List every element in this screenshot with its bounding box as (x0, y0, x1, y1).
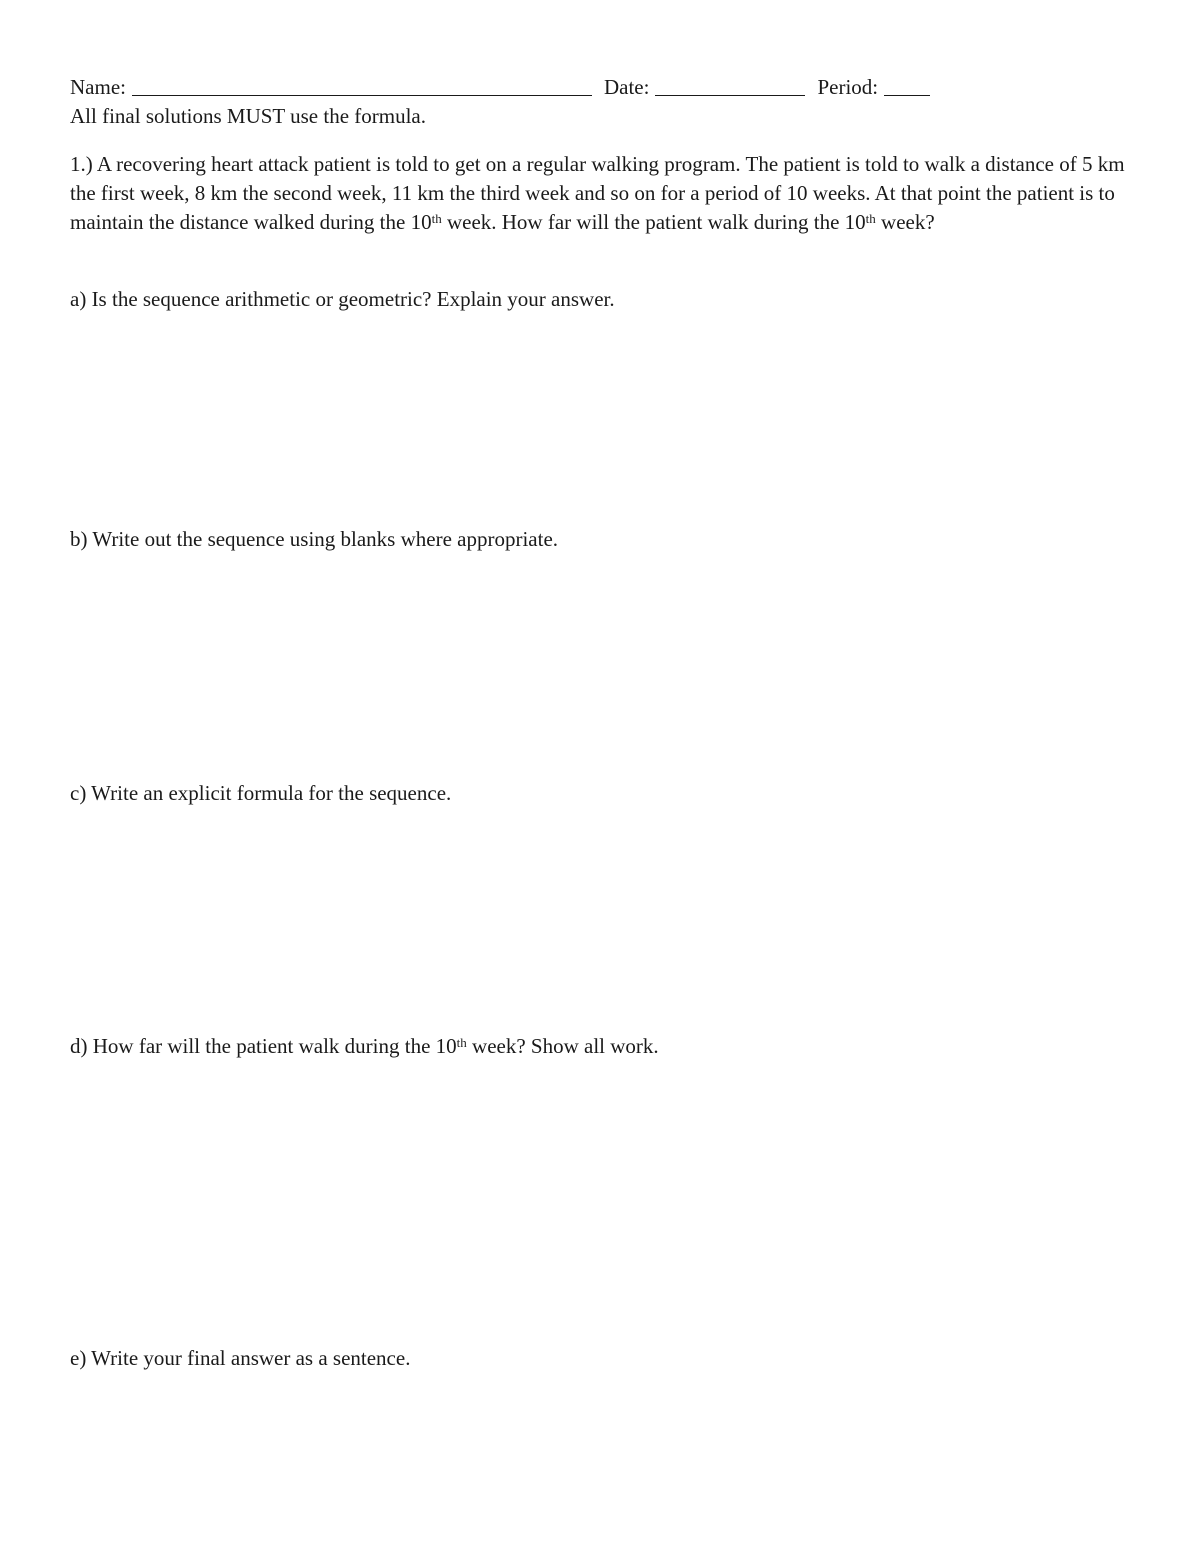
question-d-sup: th (456, 1035, 467, 1050)
question-e: e) Write your final answer as a sentence. (70, 1346, 411, 1370)
problem-statement (70, 150, 1140, 237)
question-d (70, 1032, 659, 1060)
name-label: Name: (70, 75, 126, 99)
answer-area-d[interactable] (70, 1067, 1130, 1337)
problem-text-1: 1.) A recovering heart attack patient is told to get on a regular walking program. The patient is told to walk a distance of 5 km the first week, 8 km the second week, 11 km the third week and so on for a period of 10 weeks. At that point the patient is to maintain the distance walked during the 10 (70, 152, 1125, 234)
student-info-header (70, 73, 1130, 101)
instructions-text: All final solutions MUST use the formula. (70, 104, 427, 128)
problem-sup-1: th (431, 211, 442, 226)
problem-text-3: week? (875, 210, 935, 234)
question-d-text-1: d) How far will the patient walk during the 10 (70, 1034, 457, 1058)
problem-text-2: week. How far will the patient walk during the 10 (441, 210, 866, 234)
period-blank-line[interactable] (884, 75, 930, 96)
question-d-text-2: week? Show all work. (466, 1034, 659, 1058)
answer-area-c[interactable] (70, 814, 1130, 1024)
answer-area-e[interactable] (70, 1380, 1130, 1530)
date-blank-line[interactable] (655, 75, 805, 96)
question-c: c) Write an explicit formula for the sequence. (70, 781, 452, 805)
question-a: a) Is the sequence arithmetic or geometric? Explain your answer. (70, 287, 615, 311)
question-b: b) Write out the sequence using blanks where appropriate. (70, 527, 559, 551)
answer-area-a[interactable] (70, 320, 1130, 520)
answer-area-b[interactable] (70, 560, 1130, 770)
name-blank-line[interactable] (132, 75, 592, 96)
date-label: Date: (603, 75, 650, 99)
period-label: Period: (817, 75, 879, 99)
problem-sup-2: th (865, 211, 876, 226)
